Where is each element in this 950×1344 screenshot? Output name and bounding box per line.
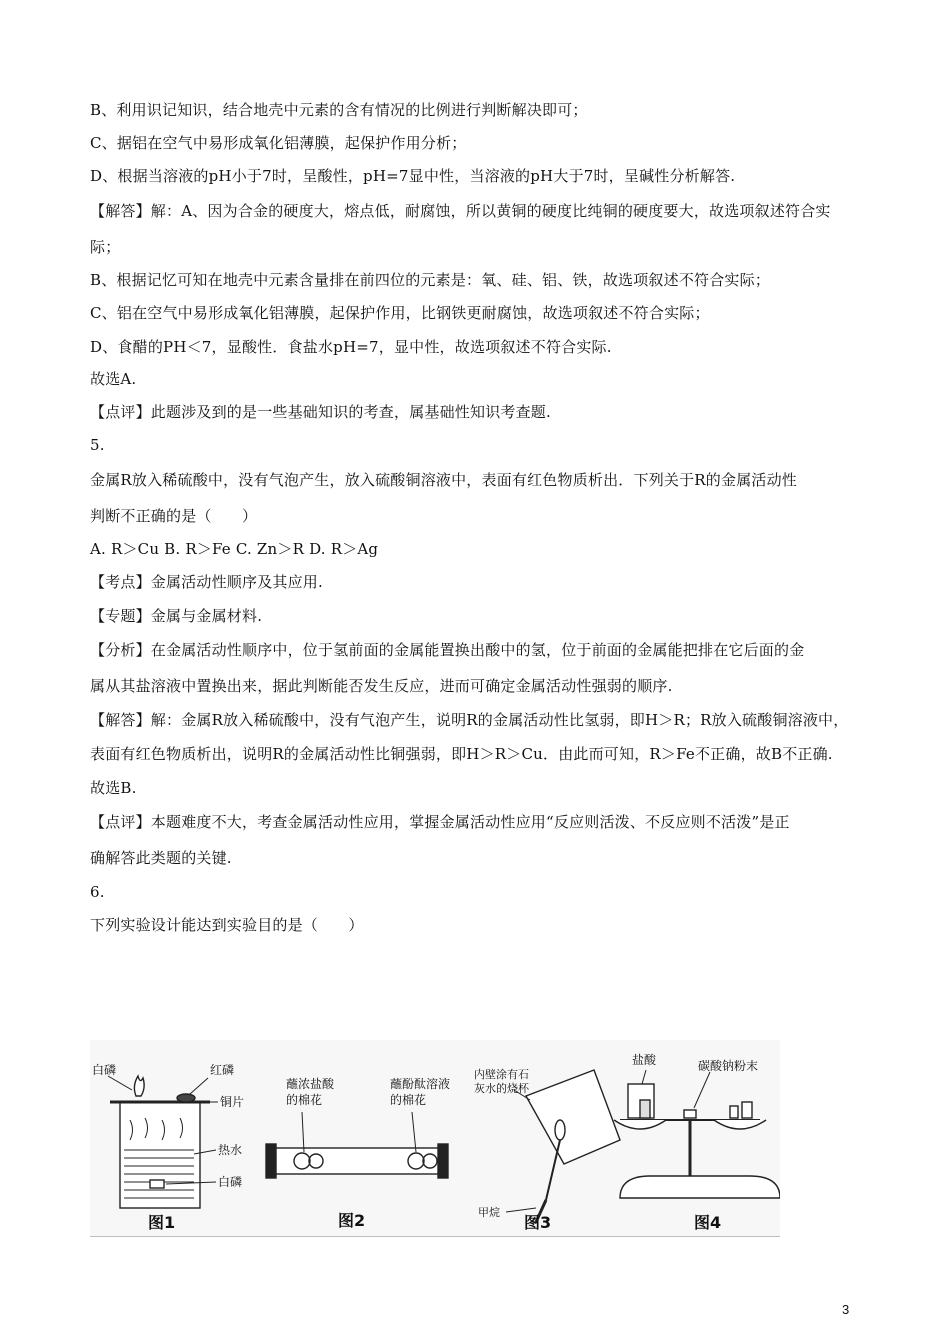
experiment-figures — [90, 1040, 780, 1240]
label-limewater-beaker-2: 灰水的烧杯 — [474, 1082, 529, 1095]
label-red-phosphorus: 红磷 — [210, 1063, 235, 1077]
beaker-1 — [120, 1102, 200, 1208]
white-phosphorus-under-water — [150, 1180, 164, 1188]
label-phenolphthalein-cotton: 蘸酚酞溶液 — [390, 1077, 451, 1091]
text-line: 故选A. — [90, 370, 137, 388]
text-line: 下列实验设计能达到实验目的是（ ） — [90, 916, 364, 934]
stopper-left — [266, 1144, 276, 1178]
caption-figure-4: 图4 — [694, 1213, 722, 1232]
label-hot-water: 热水 — [218, 1143, 243, 1157]
text-line: 际； — [90, 238, 121, 256]
stopper-right — [438, 1144, 448, 1178]
label-conc-hcl-cotton-2: 的棉花 — [286, 1093, 323, 1107]
label-sodium-carbonate-powder: 碳酸钠粉末 — [698, 1059, 759, 1073]
label-white-phosphorus-2: 白磷 — [218, 1175, 243, 1189]
text-line: 【点评】此题涉及到的是一些基础知识的考查，属基础性知识考查题. — [90, 403, 551, 421]
balance-base — [620, 1176, 780, 1198]
text-line: D、食醋的PH＜7，显酸性．食盐水pH=7，显中性，故选项叙述不符合实际. — [90, 338, 612, 356]
text-line: 【分析】在金属活动性顺序中，位于氢前面的金属能置换出酸中的氢，位于前面的金属能把排在它后面的金 — [90, 641, 805, 659]
label-phenolphthalein-cotton-2: 的棉花 — [390, 1093, 427, 1107]
weight-1 — [730, 1106, 738, 1118]
label-limewater-beaker: 内壁涂有石 — [474, 1068, 529, 1081]
answer-options: A. R＞Cu B. R＞Fe C. Zn＞R D. R＞Ag — [90, 540, 379, 558]
flame-icon — [134, 1076, 144, 1096]
label-white-phosphorus: 白磷 — [92, 1063, 117, 1077]
pointer-box — [684, 1110, 696, 1118]
label-conc-hcl-cotton: 蘸浓盐酸 — [286, 1077, 335, 1091]
experiment-figures-svg — [90, 1040, 780, 1240]
question-number: 5. — [90, 436, 105, 454]
glass-tube — [272, 1148, 442, 1174]
caption-figure-2: 图2 — [338, 1211, 366, 1230]
text-line: B、利用识记知识，结合地壳中元素的含有情况的比例进行判断解决即可； — [90, 101, 588, 119]
text-line: C、铝在空气中易形成氧化铝薄膜，起保护作用，比钢铁更耐腐蚀，故选项叙述不符合实际； — [90, 304, 710, 322]
test-tube — [640, 1100, 650, 1118]
text-line: 属从其盐溶液中置换出来，据此判断能否发生反应，进而可确定金属活动性强弱的顺序. — [90, 677, 673, 695]
weight-2 — [742, 1102, 752, 1118]
text-line: 【解答】解：A、因为合金的硬度大，熔点低，耐腐蚀，所以黄铜的硬度比纯铜的硬度要大，故选项叙述符合实 — [90, 202, 831, 220]
figure-bottom-rule — [90, 1236, 780, 1237]
text-line: 【点评】本题难度不大，考查金属活动性应用，掌握金属活动性应用“反应则活泼、不反应则不活泼”是正 — [90, 813, 790, 831]
text-line: 【考点】金属活动性顺序及其应用. — [90, 573, 323, 591]
text-line: 【专题】金属与金属材料. — [90, 607, 263, 625]
question-number: 6. — [90, 883, 105, 901]
text-line: 金属R放入稀硫酸中，没有气泡产生，放入硫酸铜溶液中，表面有红色物质析出．下列关于R的金属活动性 — [90, 471, 797, 489]
text-line: 故选B. — [90, 779, 137, 797]
label-hydrochloric-acid: 盐酸 — [632, 1053, 657, 1067]
text-line: 判断不正确的是（ ） — [90, 507, 258, 525]
caption-figure-1: 图1 — [148, 1213, 176, 1232]
text-line: 确解答此类题的关键. — [90, 849, 232, 867]
text-line: D、根据当溶液的pH小于7时，呈酸性，pH=7显中性，当溶液的pH大于7时，呈碱性分析解答. — [90, 167, 736, 185]
text-line: 【解答】解：金属R放入稀硫酸中，没有气泡产生，说明R的金属活动性比氢弱，即H＞R；R放入硫酸铜溶液中， — [90, 711, 849, 729]
label-copper-sheet: 铜片 — [220, 1095, 245, 1109]
caption-figure-3: 图3 — [524, 1213, 552, 1232]
page-number: 3 — [842, 1302, 850, 1317]
text-line: 表面有红色物质析出，说明R的金属活动性比铜强弱，即H＞R＞Cu．由此而可知，R＞Fe不正确，故B不正确. — [90, 745, 833, 763]
text-line: B、根据记忆可知在地壳中元素含量排在前四位的元素是：氧、硅、铝、铁，故选项叙述不符合实际； — [90, 271, 771, 289]
label-methane: 甲烷 — [478, 1206, 500, 1219]
text-line: C、据铝在空气中易形成氧化铝薄膜，起保护作用分析； — [90, 134, 467, 152]
red-phosphorus — [177, 1094, 195, 1102]
